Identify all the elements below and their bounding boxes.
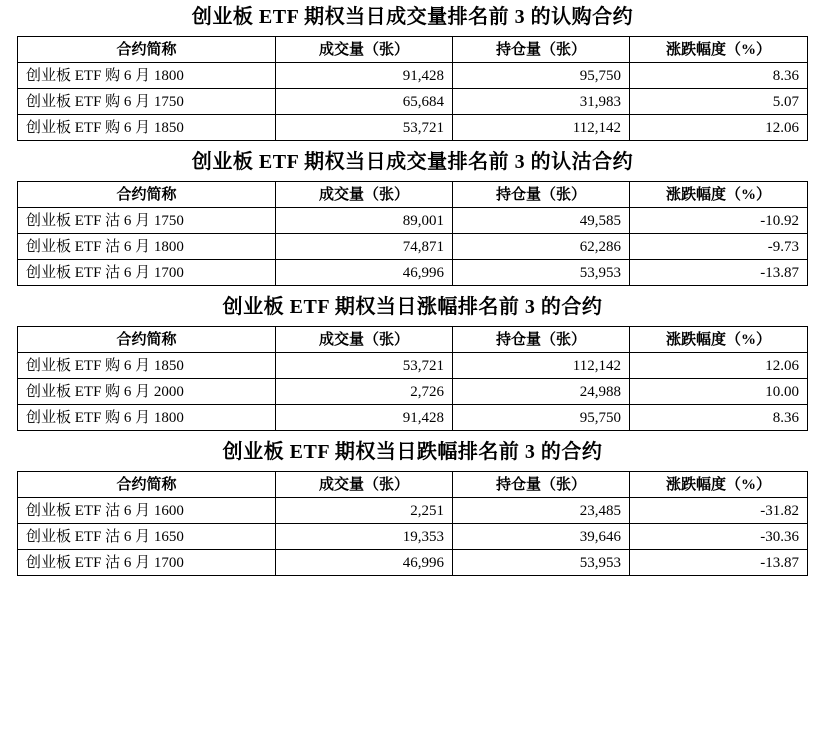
cell-contract: 创业板 ETF 沽 6 月 1650 [18,524,276,550]
table-row [18,63,808,89]
cell-change-pct: 10.00 [630,379,808,405]
cell-volume: 91,428 [276,63,453,89]
column-header-contract: 合约简称 [18,472,276,498]
cell-open-interest: 31,983 [453,89,630,115]
table-row [18,115,808,141]
options-table [17,36,808,141]
cell-volume: 2,726 [276,379,453,405]
cell-open-interest: 112,142 [453,115,630,141]
column-header-volume: 成交量（张） [276,327,453,353]
cell-contract: 创业板 ETF 沽 6 月 1750 [18,208,276,234]
cell-change-pct: 12.06 [630,115,808,141]
cell-change-pct: 8.36 [630,63,808,89]
cell-contract: 创业板 ETF 购 6 月 1750 [18,89,276,115]
cell-volume: 91,428 [276,405,453,431]
options-table [17,326,808,431]
table-row [18,260,808,286]
section-top-gainers [0,290,825,431]
table-header-row [18,327,808,353]
cell-contract: 创业板 ETF 沽 6 月 1800 [18,234,276,260]
table-row [18,234,808,260]
column-header-open-interest: 持仓量（张） [453,327,630,353]
column-header-volume: 成交量（张） [276,472,453,498]
table-header-row [18,37,808,63]
column-header-contract: 合约简称 [18,327,276,353]
table-row [18,379,808,405]
cell-contract: 创业板 ETF 购 6 月 2000 [18,379,276,405]
cell-change-pct: -9.73 [630,234,808,260]
cell-open-interest: 39,646 [453,524,630,550]
cell-change-pct: -10.92 [630,208,808,234]
table-row [18,524,808,550]
column-header-contract: 合约简称 [18,37,276,63]
section-put-volume-top3 [0,145,825,286]
cell-change-pct: -31.82 [630,498,808,524]
cell-volume: 19,353 [276,524,453,550]
section-title: 创业板 ETF 期权当日涨幅排名前 3 的合约 [222,296,603,318]
cell-open-interest: 95,750 [453,405,630,431]
cell-contract: 创业板 ETF 沽 6 月 1700 [18,550,276,576]
table-row [18,405,808,431]
cell-volume: 65,684 [276,89,453,115]
cell-contract: 创业板 ETF 购 6 月 1850 [18,115,276,141]
table-row [18,89,808,115]
cell-open-interest: 112,142 [453,353,630,379]
cell-change-pct: 5.07 [630,89,808,115]
cell-contract: 创业板 ETF 购 6 月 1850 [18,353,276,379]
cell-change-pct: -13.87 [630,550,808,576]
column-header-open-interest: 持仓量（张） [453,182,630,208]
cell-volume: 46,996 [276,550,453,576]
cell-open-interest: 95,750 [453,63,630,89]
section-top-losers [0,435,825,576]
section-title: 创业板 ETF 期权当日跌幅排名前 3 的合约 [222,441,603,463]
column-header-change-pct: 涨跌幅度（%） [630,472,808,498]
cell-contract: 创业板 ETF 购 6 月 1800 [18,63,276,89]
cell-change-pct: 8.36 [630,405,808,431]
table-row [18,550,808,576]
cell-open-interest: 23,485 [453,498,630,524]
section-title: 创业板 ETF 期权当日成交量排名前 3 的认购合约 [191,6,634,28]
table-row [18,208,808,234]
cell-contract: 创业板 ETF 沽 6 月 1700 [18,260,276,286]
cell-change-pct: -30.36 [630,524,808,550]
cell-open-interest: 53,953 [453,550,630,576]
cell-open-interest: 49,585 [453,208,630,234]
cell-contract: 创业板 ETF 沽 6 月 1600 [18,498,276,524]
column-header-volume: 成交量（张） [276,182,453,208]
column-header-volume: 成交量（张） [276,37,453,63]
table-header-row [18,472,808,498]
cell-volume: 53,721 [276,353,453,379]
cell-volume: 89,001 [276,208,453,234]
cell-change-pct: -13.87 [630,260,808,286]
section-call-volume-top3 [0,0,825,141]
cell-volume: 2,251 [276,498,453,524]
cell-open-interest: 62,286 [453,234,630,260]
cell-volume: 74,871 [276,234,453,260]
column-header-change-pct: 涨跌幅度（%） [630,37,808,63]
cell-change-pct: 12.06 [630,353,808,379]
column-header-contract: 合约简称 [18,182,276,208]
column-header-open-interest: 持仓量（张） [453,472,630,498]
options-table [17,181,808,286]
options-table [17,471,808,576]
table-row [18,498,808,524]
column-header-open-interest: 持仓量（张） [453,37,630,63]
table-header-row [18,182,808,208]
column-header-change-pct: 涨跌幅度（%） [630,182,808,208]
table-row [18,353,808,379]
cell-open-interest: 24,988 [453,379,630,405]
cell-volume: 46,996 [276,260,453,286]
cell-open-interest: 53,953 [453,260,630,286]
section-title: 创业板 ETF 期权当日成交量排名前 3 的认沽合约 [191,151,634,173]
cell-volume: 53,721 [276,115,453,141]
column-header-change-pct: 涨跌幅度（%） [630,327,808,353]
cell-contract: 创业板 ETF 购 6 月 1800 [18,405,276,431]
